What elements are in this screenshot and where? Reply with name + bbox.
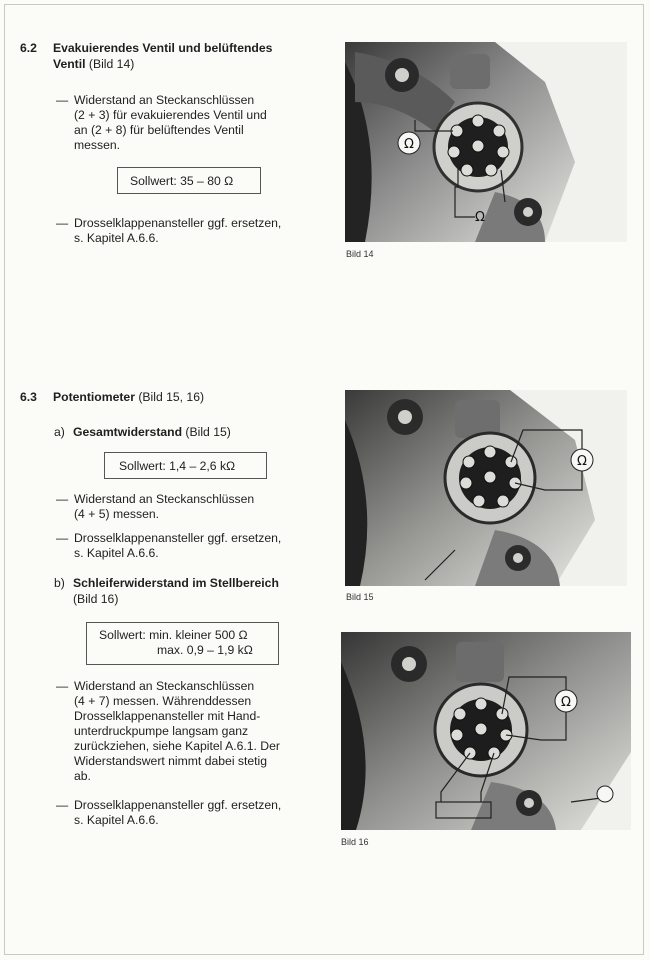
dash-bullet: — [56,798,69,812]
figure-reference: (Bild 14) [85,57,135,71]
list-item-text: Widerstand an Steckanschlüssen (4 + 7) messen. Währenddessen Drosselklappenansteller mit Hand- unterdruckpumpe langsam ganz zurückziehen, siehe Kapitel A.6.1. Der Widerstandswert nimmt dabei stetig ab. [74,679,280,783]
list-item-text: Widerstand an Steckanschlüssen (4 + 5) messen. [74,492,255,521]
connector-photo [341,632,631,830]
subsection-label: a) [54,425,65,439]
figure-caption: Bild 14 [346,249,374,259]
figure-reference: (Bild 15, 16) [134,390,205,404]
section-title-bold: Potentiometer [53,390,135,404]
dash-bullet: — [56,93,69,107]
figure-caption: Bild 15 [346,592,374,602]
ohm-symbol: Ω [404,137,414,152]
figure-caption: Bild 16 [341,837,369,847]
subsection-title [73,425,231,440]
figure-bild-15 [345,390,627,586]
connector-photo [345,42,627,242]
sollwert-text: Sollwert: 35 – 80 Ω [130,174,234,188]
figure-reference: (Bild 15) [182,425,231,439]
dash-bullet: — [56,531,69,545]
section-title-bold: Ventil [53,57,86,71]
subsection-title-bold: Gesamtwiderstand [73,425,183,439]
subsection-label: b) [54,576,65,590]
ohm-symbol: Ω [475,210,485,225]
figure-bild-14 [345,42,627,242]
sollwert-text-line-2: max. 0,9 – 1,9 kΩ [157,643,253,657]
figure-bild-16 [341,632,631,830]
list-item-text: Drosselklappenansteller ggf. ersetzen, s. Kapitel A.6.6. [74,798,282,827]
section-title-line-2 [53,57,134,72]
section-number: 6.3 [20,390,37,404]
sollwert-box [104,452,267,479]
list-item-text: Drosselklappenansteller ggf. ersetzen, s. Kapitel A.6.6. [74,216,282,245]
sollwert-text: Sollwert: 1,4 – 2,6 kΩ [119,459,236,473]
list-item-text: Drosselklappenansteller ggf. ersetzen, s. Kapitel A.6.6. [74,531,282,560]
sollwert-box [117,167,261,194]
subsection-title-bold: Schleiferwiderstand im Stellbereich [73,576,279,590]
list-item-text: Widerstand an Steckanschlüssen (2 + 3) für evakuierendes Ventil und an (2 + 8) für belüftendes Ventil messen. [74,93,267,152]
dash-bullet: — [56,216,69,230]
dash-bullet: — [56,679,69,693]
connector-photo [345,390,627,586]
sollwert-box [86,622,279,665]
ohm-symbol: Ω [561,695,571,710]
figure-reference: (Bild 16) [73,592,119,606]
section-title [53,390,204,405]
section-title-line-1: Evakuierendes Ventil und belüftendes [53,41,273,55]
ohm-symbol: Ω [577,454,587,469]
dash-bullet: — [56,492,69,506]
section-number: 6.2 [20,41,37,55]
sollwert-text-line-1: Sollwert: min. kleiner 500 Ω [99,628,248,642]
